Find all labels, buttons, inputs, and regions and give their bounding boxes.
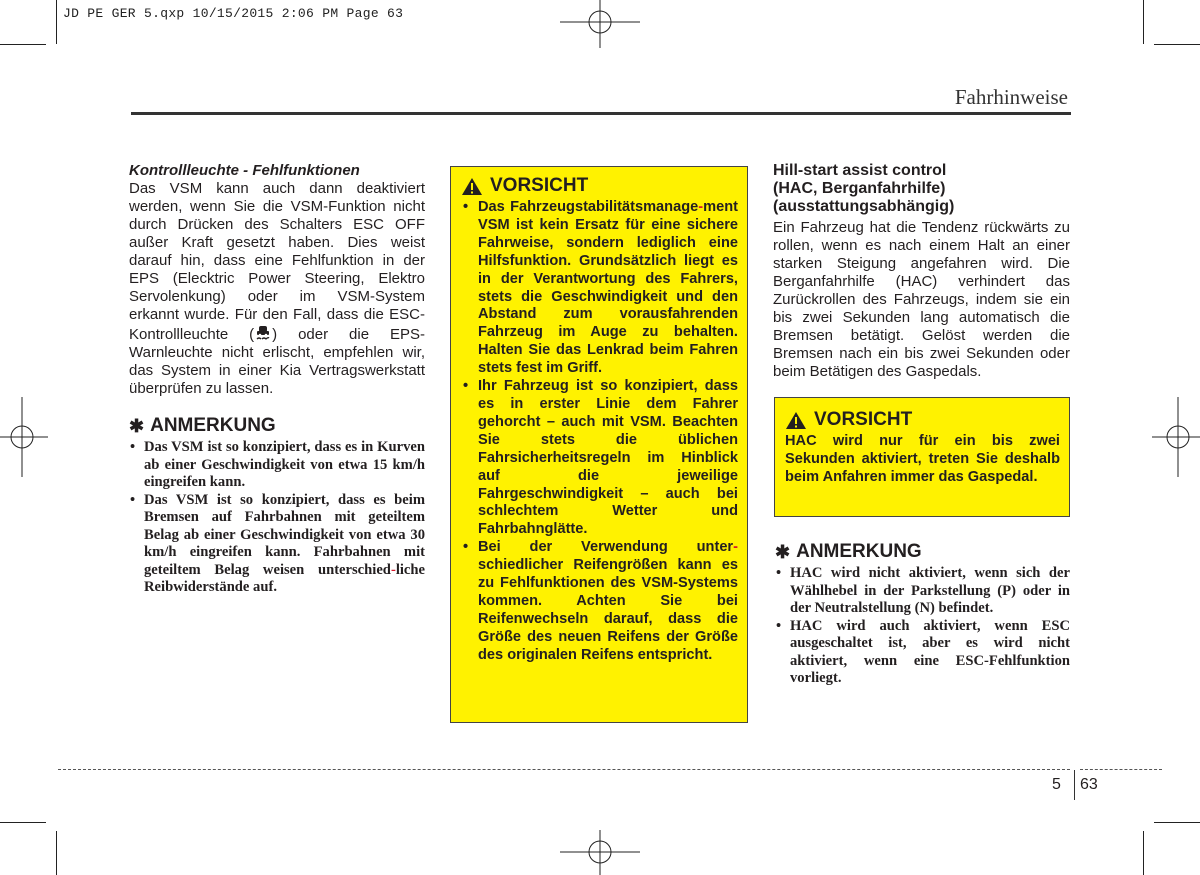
registration-mark-icon xyxy=(560,830,640,875)
footer-rule xyxy=(1080,769,1162,770)
crop-mark xyxy=(56,0,57,44)
chapter-number: 5 xyxy=(1052,776,1061,793)
asterisk-icon: ✱ xyxy=(775,542,791,562)
crop-mark xyxy=(0,44,46,45)
left-column xyxy=(129,162,425,597)
note-heading xyxy=(129,415,425,437)
right-column xyxy=(773,162,1070,381)
crop-mark xyxy=(1143,0,1144,44)
note-heading-label: ANMERKUNG xyxy=(796,541,922,562)
warning-triangle-icon xyxy=(785,411,807,430)
note-list xyxy=(129,439,425,597)
caution-box-hac xyxy=(774,397,1070,517)
hac-heading-line-2: (HAC, Berganfahrhilfe) xyxy=(773,180,946,197)
note-heading-label: ANMERKUNG xyxy=(150,415,276,436)
page-number: 63 xyxy=(1080,776,1098,793)
caution-title-label: VORSICHT xyxy=(814,409,913,430)
esc-indicator-icon xyxy=(254,324,272,342)
list-item xyxy=(129,492,425,597)
caution-text: Bei der Verwendung unter xyxy=(478,539,734,556)
hyphen-mark: - xyxy=(390,561,396,578)
registration-mark-icon xyxy=(1152,397,1200,477)
caution-text-end: ment VSM ist kein Ersatz für eine sichere Fahrweise, sondern lediglich eine Hilfsfunktion. Grundsätzlich liegt es in der Verantwortung des Fahrers, stets die Geschwindigkeit und den Abstand zum vorausfahrenden Fahrzeug im Auge zu behalten. Halten Sie das Lenkrad beim Fahren stets fest im Griff. xyxy=(478,199,738,377)
caution-title xyxy=(461,175,738,197)
paragraph-text: Das VSM kann auch dann deaktiviert werden, wenn Sie die VSM-Funktion nicht durch Drücken des Schalters ESC OFF außer Kraft gesetzt haben. Dies weist darauf hin, dass eine Fehlfunktion in der EPS (Elecktric Power Steering, Elektro Servolenkung) oder im VSM-System erkannt wurde. Für den Fall, dass die ESC-Kontrollleuchte ( xyxy=(129,180,425,343)
note-text-end: liche Reibwiderstände auf. xyxy=(144,561,425,595)
list-item xyxy=(461,199,738,378)
caution-text: Das Fahrzeugstabilitätsmanage xyxy=(478,199,699,215)
paragraph-text-end: ) oder die EPS-Warnleuchte nicht erlischt, empfehlen wir, das System in einer Kia Vertragswerkstatt überprüfen zu lassen. xyxy=(129,326,425,397)
list-item: • HAC wird nicht aktiviert, wenn sich der Wählhebel in der Parkstellung (P) oder in der Neutralstellung (N) befindet. xyxy=(775,565,1070,618)
crop-mark xyxy=(0,822,46,823)
caution-text: HAC wird nur für ein bis zwei Sekunden aktiviert, treten Sie deshalb beim Anfahren immer das Gaspedal. xyxy=(785,433,1060,485)
crop-mark xyxy=(1154,822,1200,823)
caution-box-vsm xyxy=(450,166,748,723)
malfunction-paragraph xyxy=(129,180,425,398)
section-title: Fahrhinweise xyxy=(954,85,1068,109)
caution-list xyxy=(461,199,738,665)
hyphen-mark: - xyxy=(698,199,704,215)
asterisk-icon: ✱ xyxy=(129,416,145,436)
caution-text: Ihr Fahrzeug ist so konzipiert, dass es in erster Linie dem Fahrer gehorcht – auch mit VSM. Beachten Sie stets die üblichen Fahrsicherheitsregeln im Hinblick auf die jeweilige Fahrgeschwindigkeit – auch bei schlechtem Wetter und Fahrbahnglätte. xyxy=(478,378,738,538)
caution-title-label: VORSICHT xyxy=(490,175,589,196)
caution-text-end: schiedlicher Reifengrößen kann es zu Fehlfunktionen des VSM-Systems kommen. Achten Sie bei Reifenwechseln darauf, dass die Größe des neuen Reifens der Größe des originalen Reifens entspricht. xyxy=(478,557,738,663)
list-item xyxy=(461,378,738,539)
list-item xyxy=(129,439,425,492)
note-heading xyxy=(775,541,1070,563)
header-rule xyxy=(131,112,1071,115)
hac-heading-line-1: Hill-start assist control xyxy=(773,162,947,179)
footer-rule xyxy=(58,769,1070,770)
caution-title xyxy=(785,409,1060,431)
hac-heading-line-3: (ausstattungsabhängig) xyxy=(773,198,955,215)
note-text: Das VSM ist so konzipiert, dass es in Kurven ab einer Geschwindigkeit von etwa 15 km/h eingreifen kann. xyxy=(144,439,425,490)
hyphen-mark: - xyxy=(733,539,738,556)
hac-paragraph: Ein Fahrzeug hat die Tendenz rückwärts zu rollen, wenn es nach einem Halt an einer starken Steigung angefahren wird. Die Berganfahrhilfe (HAC) verhindert das Zurückrollen des Fahrzeugs, indem sie ein bis zwei Sekunden lang automatisch die Bremsen betätigt. Gelöst werden die Bremsen nach ein bis zwei Sekunden oder beim Betätigen des Gaspedals. xyxy=(773,219,1070,380)
list-item: • HAC wird auch aktiviert, wenn ESC ausgeschaltet ist, aber es wird nicht aktiviert, wenn eine ESC-Fehlfunktion vorliegt. xyxy=(775,618,1070,688)
note-text: Das VSM ist so konzipiert, dass es beim Bremsen auf Fahrbahnen mit geteiltem Belag ab einer Geschwindigkeit von etwa 30 km/h eingreifen kann. Fahrbahnen mit geteiltem Belag weisen unterschied xyxy=(144,491,425,578)
registration-mark-icon xyxy=(0,397,48,477)
registration-mark-icon xyxy=(560,0,640,48)
crop-mark xyxy=(1154,44,1200,45)
crop-mark xyxy=(56,831,57,875)
print-header: JD PE GER 5.qxp 10/15/2015 2:06 PM Page 63 xyxy=(63,6,404,21)
right-note-block xyxy=(775,541,1070,688)
subtitle-malfunction: Kontrollleuchte - Fehlfunktionen xyxy=(129,162,360,179)
list-item xyxy=(461,539,738,664)
crop-mark xyxy=(1143,831,1144,875)
note-list xyxy=(775,565,1070,688)
footer-divider xyxy=(1074,770,1075,800)
warning-triangle-icon xyxy=(461,177,483,196)
